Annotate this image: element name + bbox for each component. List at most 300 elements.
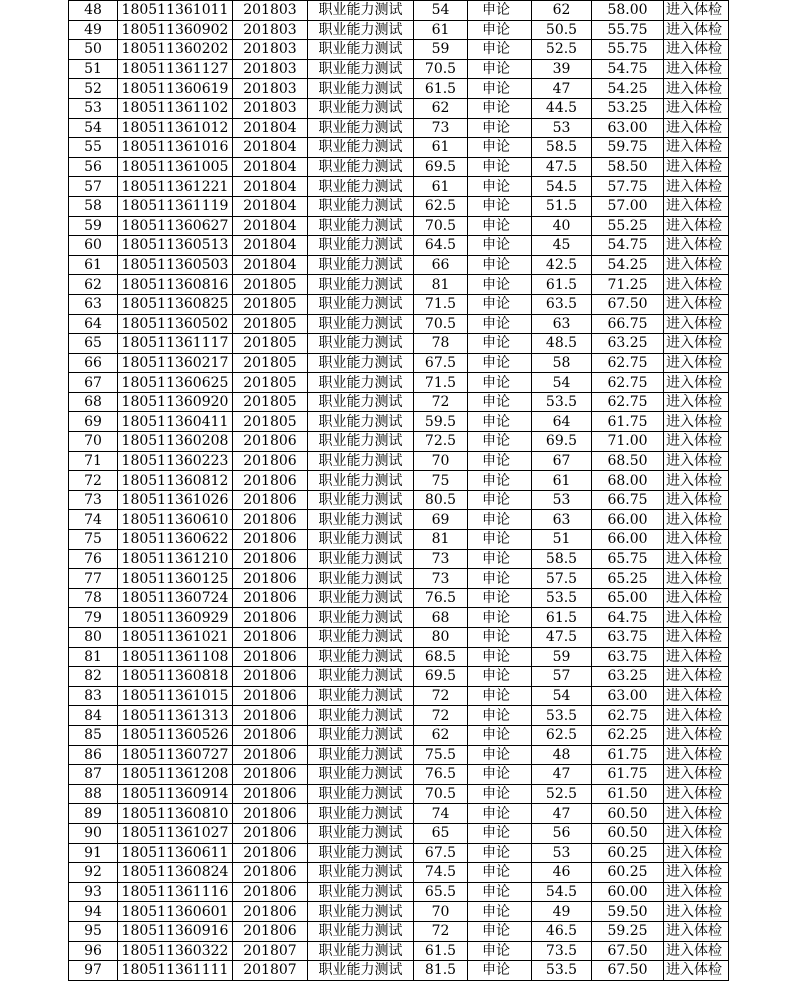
exam2-subject-cell: 申论	[468, 314, 532, 334]
total-score-cell: 55.75	[592, 40, 664, 60]
result-cell: 进入体检	[664, 275, 729, 295]
table-row	[69, 118, 729, 138]
exam2-subject-cell: 申论	[468, 138, 532, 158]
exam1-subject-cell: 职业能力测试	[308, 765, 414, 785]
result-cell: 进入体检	[664, 314, 729, 334]
result-cell: 进入体检	[664, 608, 729, 628]
exam1-subject-cell: 职业能力测试	[308, 706, 414, 726]
table-row	[69, 236, 729, 256]
exam1-subject-cell: 职业能力测试	[308, 667, 414, 687]
serial-number-cell: 78	[69, 588, 118, 608]
serial-number-cell: 48	[69, 1, 118, 21]
serial-number-cell: 51	[69, 59, 118, 79]
table-row	[69, 196, 729, 216]
result-cell: 进入体检	[664, 334, 729, 354]
candidate-id-cell: 180511360622	[118, 530, 233, 550]
result-cell: 进入体检	[664, 784, 729, 804]
exam1-score-cell: 72	[414, 706, 468, 726]
exam2-score-cell: 54	[532, 373, 592, 393]
result-cell: 进入体检	[664, 255, 729, 275]
result-cell: 进入体检	[664, 40, 729, 60]
position-code-cell: 201806	[233, 667, 308, 687]
candidate-id-cell: 180511361119	[118, 196, 233, 216]
result-cell: 进入体检	[664, 392, 729, 412]
position-code-cell: 201806	[233, 608, 308, 628]
result-cell: 进入体检	[664, 882, 729, 902]
serial-number-cell: 58	[69, 196, 118, 216]
candidate-id-cell: 180511360727	[118, 745, 233, 765]
exam2-score-cell: 53.5	[532, 961, 592, 981]
exam2-subject-cell: 申论	[468, 569, 532, 589]
exam2-score-cell: 63	[532, 314, 592, 334]
position-code-cell: 201806	[233, 549, 308, 569]
exam1-subject-cell: 职业能力测试	[308, 79, 414, 99]
total-score-cell: 58.50	[592, 157, 664, 177]
exam1-subject-cell: 职业能力测试	[308, 843, 414, 863]
serial-number-cell: 71	[69, 451, 118, 471]
position-code-cell: 201803	[233, 40, 308, 60]
serial-number-cell: 54	[69, 118, 118, 138]
exam1-score-cell: 54	[414, 1, 468, 21]
table-row	[69, 275, 729, 295]
table-row	[69, 921, 729, 941]
exam1-score-cell: 61.5	[414, 941, 468, 961]
exam2-score-cell: 47	[532, 79, 592, 99]
table-row	[69, 745, 729, 765]
exam2-subject-cell: 申论	[468, 863, 532, 883]
position-code-cell: 201806	[233, 686, 308, 706]
exam1-subject-cell: 职业能力测试	[308, 902, 414, 922]
exam1-subject-cell: 职业能力测试	[308, 451, 414, 471]
table-body	[69, 1, 729, 981]
serial-number-cell: 53	[69, 98, 118, 118]
candidate-id-cell: 180511360920	[118, 392, 233, 412]
candidate-id-cell: 180511360625	[118, 373, 233, 393]
exam2-score-cell: 47	[532, 804, 592, 824]
serial-number-cell: 60	[69, 236, 118, 256]
exam1-subject-cell: 职业能力测试	[308, 588, 414, 608]
exam2-subject-cell: 申论	[468, 510, 532, 530]
serial-number-cell: 62	[69, 275, 118, 295]
exam2-subject-cell: 申论	[468, 432, 532, 452]
result-cell: 进入体检	[664, 628, 729, 648]
position-code-cell: 201804	[233, 118, 308, 138]
exam2-score-cell: 62.5	[532, 725, 592, 745]
serial-number-cell: 91	[69, 843, 118, 863]
total-score-cell: 57.75	[592, 177, 664, 197]
exam1-score-cell: 61	[414, 20, 468, 40]
exam2-subject-cell: 申论	[468, 745, 532, 765]
candidate-id-cell: 180511360810	[118, 804, 233, 824]
exam2-score-cell: 63	[532, 510, 592, 530]
position-code-cell: 201806	[233, 628, 308, 648]
total-score-cell: 63.00	[592, 686, 664, 706]
total-score-cell: 64.75	[592, 608, 664, 628]
exam2-subject-cell: 申论	[468, 902, 532, 922]
total-score-cell: 63.75	[592, 628, 664, 648]
position-code-cell: 201807	[233, 941, 308, 961]
exam1-score-cell: 70	[414, 451, 468, 471]
exam2-subject-cell: 申论	[468, 725, 532, 745]
serial-number-cell: 74	[69, 510, 118, 530]
position-code-cell: 201804	[233, 196, 308, 216]
table-row	[69, 294, 729, 314]
position-code-cell: 201805	[233, 334, 308, 354]
position-code-cell: 201803	[233, 1, 308, 21]
exam1-score-cell: 76.5	[414, 588, 468, 608]
exam2-score-cell: 54.5	[532, 882, 592, 902]
exam2-subject-cell: 申论	[468, 412, 532, 432]
result-cell: 进入体检	[664, 490, 729, 510]
position-code-cell: 201804	[233, 157, 308, 177]
total-score-cell: 60.00	[592, 882, 664, 902]
exam2-score-cell: 56	[532, 823, 592, 843]
serial-number-cell: 67	[69, 373, 118, 393]
result-cell: 进入体检	[664, 236, 729, 256]
exam2-score-cell: 47.5	[532, 157, 592, 177]
total-score-cell: 62.25	[592, 725, 664, 745]
result-cell: 进入体检	[664, 725, 729, 745]
serial-number-cell: 61	[69, 255, 118, 275]
serial-number-cell: 97	[69, 961, 118, 981]
table-row	[69, 353, 729, 373]
exam1-subject-cell: 职业能力测试	[308, 157, 414, 177]
exam2-subject-cell: 申论	[468, 784, 532, 804]
serial-number-cell: 79	[69, 608, 118, 628]
exam2-subject-cell: 申论	[468, 490, 532, 510]
exam2-subject-cell: 申论	[468, 294, 532, 314]
serial-number-cell: 82	[69, 667, 118, 687]
exam1-subject-cell: 职业能力测试	[308, 392, 414, 412]
exam2-subject-cell: 申论	[468, 275, 532, 295]
exam2-subject-cell: 申论	[468, 255, 532, 275]
exam2-score-cell: 53	[532, 118, 592, 138]
table-row	[69, 20, 729, 40]
exam2-subject-cell: 申论	[468, 961, 532, 981]
exam1-subject-cell: 职业能力测试	[308, 882, 414, 902]
table-row	[69, 40, 729, 60]
exam2-subject-cell: 申论	[468, 843, 532, 863]
exam1-subject-cell: 职业能力测试	[308, 686, 414, 706]
serial-number-cell: 76	[69, 549, 118, 569]
total-score-cell: 63.25	[592, 334, 664, 354]
serial-number-cell: 89	[69, 804, 118, 824]
serial-number-cell: 66	[69, 353, 118, 373]
result-cell: 进入体检	[664, 549, 729, 569]
candidate-id-cell: 180511360916	[118, 921, 233, 941]
position-code-cell: 201803	[233, 59, 308, 79]
exam1-score-cell: 74	[414, 804, 468, 824]
position-code-cell: 201805	[233, 314, 308, 334]
exam1-subject-cell: 职业能力测试	[308, 275, 414, 295]
position-code-cell: 201806	[233, 451, 308, 471]
serial-number-cell: 70	[69, 432, 118, 452]
exam1-score-cell: 69.5	[414, 157, 468, 177]
exam2-subject-cell: 申论	[468, 471, 532, 491]
exam1-subject-cell: 职业能力测试	[308, 216, 414, 236]
candidate-id-cell: 180511361027	[118, 823, 233, 843]
table-row	[69, 804, 729, 824]
result-cell: 进入体检	[664, 843, 729, 863]
result-cell: 进入体检	[664, 353, 729, 373]
result-cell: 进入体检	[664, 79, 729, 99]
exam2-subject-cell: 申论	[468, 177, 532, 197]
exam2-score-cell: 53	[532, 490, 592, 510]
total-score-cell: 71.25	[592, 275, 664, 295]
exam1-score-cell: 68.5	[414, 647, 468, 667]
position-code-cell: 201805	[233, 412, 308, 432]
exam2-score-cell: 44.5	[532, 98, 592, 118]
exam2-subject-cell: 申论	[468, 628, 532, 648]
position-code-cell: 201805	[233, 373, 308, 393]
exam2-subject-cell: 申论	[468, 392, 532, 412]
result-cell: 进入体检	[664, 471, 729, 491]
candidate-id-cell: 180511361127	[118, 59, 233, 79]
table-row	[69, 549, 729, 569]
total-score-cell: 66.75	[592, 314, 664, 334]
exam2-score-cell: 64	[532, 412, 592, 432]
table-row	[69, 725, 729, 745]
exam2-score-cell: 54	[532, 686, 592, 706]
table-row	[69, 882, 729, 902]
exam1-score-cell: 64.5	[414, 236, 468, 256]
exam1-subject-cell: 职业能力测试	[308, 20, 414, 40]
position-code-cell: 201806	[233, 921, 308, 941]
exam2-subject-cell: 申论	[468, 686, 532, 706]
exam1-score-cell: 62.5	[414, 196, 468, 216]
candidate-id-cell: 180511360812	[118, 471, 233, 491]
exam2-score-cell: 39	[532, 59, 592, 79]
position-code-cell: 201804	[233, 216, 308, 236]
exam2-subject-cell: 申论	[468, 941, 532, 961]
result-cell: 进入体检	[664, 412, 729, 432]
exam1-score-cell: 81.5	[414, 961, 468, 981]
exam1-subject-cell: 职业能力测试	[308, 196, 414, 216]
table-row	[69, 510, 729, 530]
total-score-cell: 63.00	[592, 118, 664, 138]
total-score-cell: 55.25	[592, 216, 664, 236]
exam2-score-cell: 62	[532, 1, 592, 21]
exam2-score-cell: 45	[532, 236, 592, 256]
result-cell: 进入体检	[664, 177, 729, 197]
exam1-score-cell: 70	[414, 902, 468, 922]
total-score-cell: 67.50	[592, 941, 664, 961]
exam2-score-cell: 61.5	[532, 275, 592, 295]
serial-number-cell: 52	[69, 79, 118, 99]
serial-number-cell: 93	[69, 882, 118, 902]
result-cell: 进入体检	[664, 647, 729, 667]
total-score-cell: 57.00	[592, 196, 664, 216]
table-row	[69, 432, 729, 452]
exam1-subject-cell: 职业能力测试	[308, 784, 414, 804]
candidate-id-cell: 180511360208	[118, 432, 233, 452]
result-cell: 进入体检	[664, 706, 729, 726]
candidate-id-cell: 180511360217	[118, 353, 233, 373]
table-row	[69, 530, 729, 550]
result-cell: 进入体检	[664, 902, 729, 922]
exam2-score-cell: 57	[532, 667, 592, 687]
result-cell: 进入体检	[664, 765, 729, 785]
position-code-cell: 201804	[233, 255, 308, 275]
position-code-cell: 201804	[233, 177, 308, 197]
exam2-score-cell: 59	[532, 647, 592, 667]
candidate-id-cell: 180511360125	[118, 569, 233, 589]
exam1-score-cell: 75	[414, 471, 468, 491]
exam1-score-cell: 68	[414, 608, 468, 628]
result-cell: 进入体检	[664, 196, 729, 216]
exam2-subject-cell: 申论	[468, 118, 532, 138]
serial-number-cell: 75	[69, 530, 118, 550]
candidate-id-cell: 180511360818	[118, 667, 233, 687]
table-row	[69, 628, 729, 648]
table-row	[69, 157, 729, 177]
candidate-id-cell: 180511360929	[118, 608, 233, 628]
exam1-subject-cell: 职业能力测试	[308, 608, 414, 628]
candidate-id-cell: 180511361108	[118, 647, 233, 667]
table-row	[69, 79, 729, 99]
exam2-subject-cell: 申论	[468, 216, 532, 236]
exam1-subject-cell: 职业能力测试	[308, 177, 414, 197]
total-score-cell: 54.25	[592, 255, 664, 275]
result-cell: 进入体检	[664, 157, 729, 177]
exam1-subject-cell: 职业能力测试	[308, 628, 414, 648]
table-row	[69, 392, 729, 412]
exam1-score-cell: 62	[414, 98, 468, 118]
serial-number-cell: 92	[69, 863, 118, 883]
table-row	[69, 490, 729, 510]
exam1-subject-cell: 职业能力测试	[308, 118, 414, 138]
total-score-cell: 60.25	[592, 863, 664, 883]
result-cell: 进入体检	[664, 1, 729, 21]
serial-number-cell: 77	[69, 569, 118, 589]
exam1-subject-cell: 职业能力测试	[308, 314, 414, 334]
serial-number-cell: 96	[69, 941, 118, 961]
exam2-score-cell: 46.5	[532, 921, 592, 941]
exam1-score-cell: 70.5	[414, 59, 468, 79]
total-score-cell: 65.25	[592, 569, 664, 589]
total-score-cell: 54.75	[592, 236, 664, 256]
total-score-cell: 65.00	[592, 588, 664, 608]
result-cell: 进入体检	[664, 294, 729, 314]
serial-number-cell: 68	[69, 392, 118, 412]
table-row	[69, 569, 729, 589]
candidate-id-cell: 180511360816	[118, 275, 233, 295]
exam1-score-cell: 80.5	[414, 490, 468, 510]
position-code-cell: 201804	[233, 236, 308, 256]
exam2-score-cell: 42.5	[532, 255, 592, 275]
serial-number-cell: 87	[69, 765, 118, 785]
candidate-id-cell: 180511361102	[118, 98, 233, 118]
total-score-cell: 63.25	[592, 667, 664, 687]
exam1-subject-cell: 职业能力测试	[308, 921, 414, 941]
serial-number-cell: 85	[69, 725, 118, 745]
exam2-score-cell: 40	[532, 216, 592, 236]
exam2-subject-cell: 申论	[468, 373, 532, 393]
exam1-score-cell: 71.5	[414, 294, 468, 314]
serial-number-cell: 50	[69, 40, 118, 60]
candidate-id-cell: 180511360223	[118, 451, 233, 471]
result-cell: 进入体检	[664, 118, 729, 138]
exam1-subject-cell: 职业能力测试	[308, 490, 414, 510]
candidate-id-cell: 180511360902	[118, 20, 233, 40]
serial-number-cell: 65	[69, 334, 118, 354]
serial-number-cell: 56	[69, 157, 118, 177]
table-row	[69, 334, 729, 354]
exam1-subject-cell: 职业能力测试	[308, 961, 414, 981]
exam1-score-cell: 65.5	[414, 882, 468, 902]
result-cell: 进入体检	[664, 216, 729, 236]
exam1-score-cell: 65	[414, 823, 468, 843]
total-score-cell: 60.50	[592, 804, 664, 824]
total-score-cell: 66.75	[592, 490, 664, 510]
exam2-subject-cell: 申论	[468, 59, 532, 79]
result-cell: 进入体检	[664, 921, 729, 941]
exam2-score-cell: 51	[532, 530, 592, 550]
serial-number-cell: 63	[69, 294, 118, 314]
candidate-id-cell: 180511361208	[118, 765, 233, 785]
position-code-cell: 201806	[233, 569, 308, 589]
candidate-id-cell: 180511360503	[118, 255, 233, 275]
result-cell: 进入体检	[664, 686, 729, 706]
serial-number-cell: 83	[69, 686, 118, 706]
total-score-cell: 54.25	[592, 79, 664, 99]
exam1-subject-cell: 职业能力测试	[308, 373, 414, 393]
exam2-subject-cell: 申论	[468, 451, 532, 471]
total-score-cell: 59.75	[592, 138, 664, 158]
exam1-score-cell: 70.5	[414, 216, 468, 236]
table-row	[69, 843, 729, 863]
exam2-subject-cell: 申论	[468, 40, 532, 60]
exam1-score-cell: 70.5	[414, 314, 468, 334]
position-code-cell: 201806	[233, 882, 308, 902]
total-score-cell: 67.50	[592, 294, 664, 314]
serial-number-cell: 86	[69, 745, 118, 765]
candidate-id-cell: 180511360627	[118, 216, 233, 236]
exam2-score-cell: 73.5	[532, 941, 592, 961]
candidate-id-cell: 180511360914	[118, 784, 233, 804]
table-row	[69, 216, 729, 236]
exam2-subject-cell: 申论	[468, 353, 532, 373]
exam2-score-cell: 61.5	[532, 608, 592, 628]
exam2-score-cell: 63.5	[532, 294, 592, 314]
exam2-score-cell: 52.5	[532, 784, 592, 804]
total-score-cell: 53.25	[592, 98, 664, 118]
exam1-score-cell: 76.5	[414, 765, 468, 785]
exam2-score-cell: 58	[532, 353, 592, 373]
exam2-score-cell: 52.5	[532, 40, 592, 60]
exam1-score-cell: 74.5	[414, 863, 468, 883]
exam1-score-cell: 81	[414, 275, 468, 295]
position-code-cell: 201806	[233, 530, 308, 550]
exam2-score-cell: 53.5	[532, 706, 592, 726]
total-score-cell: 59.50	[592, 902, 664, 922]
exam1-score-cell: 66	[414, 255, 468, 275]
candidate-id-cell: 180511361012	[118, 118, 233, 138]
total-score-cell: 62.75	[592, 392, 664, 412]
table-row	[69, 1, 729, 21]
exam2-subject-cell: 申论	[468, 647, 532, 667]
serial-number-cell: 49	[69, 20, 118, 40]
exam1-score-cell: 72	[414, 392, 468, 412]
result-cell: 进入体检	[664, 138, 729, 158]
total-score-cell: 60.50	[592, 823, 664, 843]
position-code-cell: 201803	[233, 79, 308, 99]
table-row	[69, 961, 729, 981]
exam1-subject-cell: 职业能力测试	[308, 863, 414, 883]
candidate-id-cell: 180511361313	[118, 706, 233, 726]
exam1-subject-cell: 职业能力测试	[308, 98, 414, 118]
total-score-cell: 71.00	[592, 432, 664, 452]
